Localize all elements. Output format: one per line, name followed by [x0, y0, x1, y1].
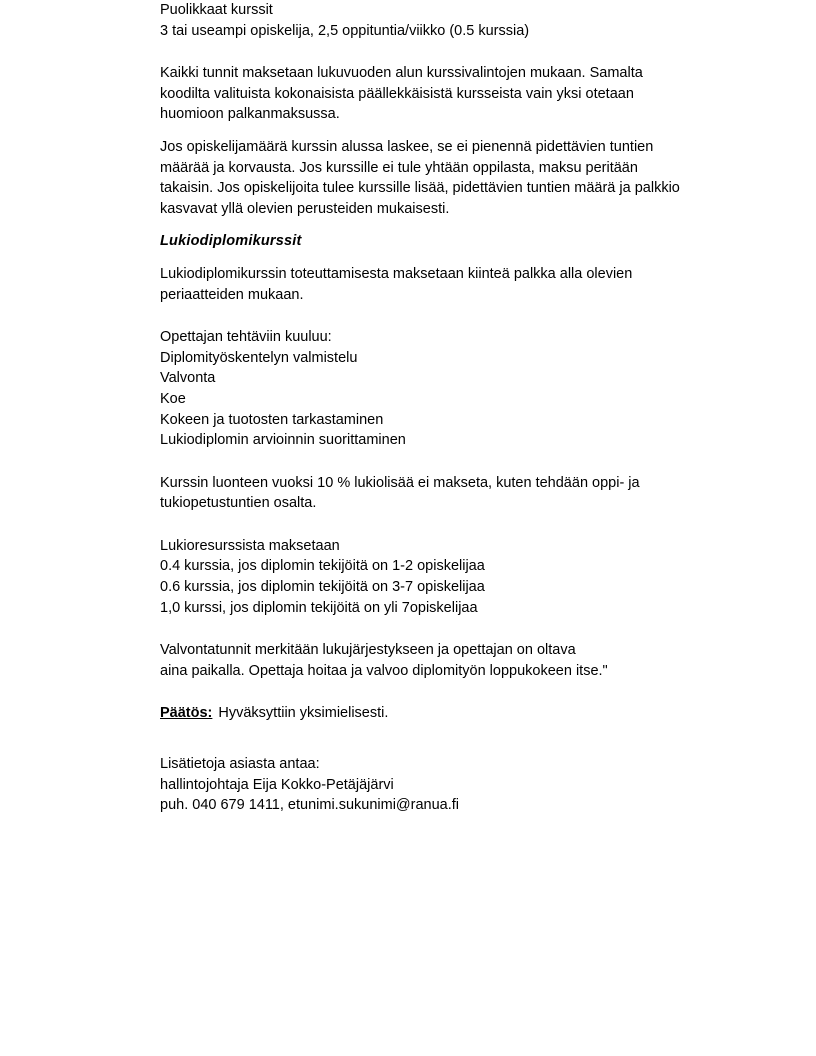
spacer	[160, 451, 750, 473]
paragraph-student-count-change	[160, 137, 750, 219]
list-item: Valvonta	[160, 370, 216, 387]
spacer	[160, 618, 750, 640]
spacer	[160, 681, 750, 703]
list-item: Koe	[160, 390, 186, 407]
paragraph-half-courses	[160, 0, 750, 41]
paragraph-diploma-intro	[160, 264, 750, 305]
text-line: Lisätietoja asiasta antaa:	[160, 756, 320, 773]
text-line: tukiopetustuntien osalta.	[160, 495, 317, 512]
document-body	[160, 0, 750, 816]
text-line: Jos opiskelijamäärä kurssin alussa laskee, se ei pienennä pidettävien tuntien	[160, 138, 654, 155]
text-line: Opettajan tehtäviin kuuluu:	[160, 329, 332, 346]
section-heading-diploma-courses: Lukiodiplomikurssit	[160, 233, 302, 250]
text-line: hallintojohtaja Eija Kokko-Petäjäjärvi	[160, 776, 394, 793]
text-line: Lukiodiplomikurssin toteuttamisesta maksetaan kiinteä palkka alla olevien	[160, 265, 633, 282]
spacer	[160, 41, 750, 63]
list-item: Diplomityöskentelyn valmistelu	[160, 349, 358, 366]
text-line: määrää ja korvausta. Jos kurssille ei tule yhtään oppilasta, maksu peritään	[160, 159, 638, 176]
text-line: aina paikalla. Opettaja hoitaa ja valvoo diplomityön loppukokeen itse."	[160, 662, 608, 679]
list-item: Kokeen ja tuotosten tarkastaminen	[160, 411, 384, 428]
paragraph-payment-terms	[160, 63, 750, 125]
text-line: kasvavat yllä olevien perusteiden mukaisesti.	[160, 200, 450, 217]
text-line: koodilta valituista kokonaisista päällekkäisistä kursseista vain yksi otetaan	[160, 85, 634, 102]
text-line: Valvontatunnit merkitään lukujärjestykseen ja opettajan on oltava	[160, 642, 576, 659]
text-line: periaatteiden mukaan.	[160, 286, 304, 303]
paragraph-no-bonus	[160, 473, 750, 514]
paragraph-contact	[160, 754, 750, 816]
spacer	[160, 219, 750, 231]
spacer	[160, 252, 750, 264]
list-item: 1,0 kurssi, jos diplomin tekijöitä on yli 7opiskelijaa	[160, 599, 478, 616]
spacer	[160, 514, 750, 536]
list-item: 0.6 kurssia, jos diplomin tekijöitä on 3-7 opiskelijaa	[160, 579, 485, 596]
decision-text: Hyväksyttiin yksimielisesti.	[218, 705, 389, 722]
text-line: Kaikki tunnit maksetaan lukuvuoden alun kurssivalintojen mukaan. Samalta	[160, 65, 643, 82]
text-line: Kurssin luonteen vuoksi 10 % lukiolisää ei makseta, kuten tehdään oppi- ja	[160, 474, 640, 491]
text-line: takaisin. Jos opiskelijoita tulee kurssille lisää, pidettävien tuntien määrä ja palkkio	[160, 180, 680, 197]
text-line: puh. 040 679 1411, etunimi.sukunimi@ranua.fi	[160, 797, 459, 814]
list-item: 0.4 kurssia, jos diplomin tekijöitä on 1-2 opiskelijaa	[160, 558, 485, 575]
text-line: huomioon palkanmaksussa.	[160, 106, 340, 123]
decision-row	[160, 703, 750, 724]
paragraph-supervision	[160, 640, 750, 681]
spacer	[160, 305, 750, 327]
list-item: Lukiodiplomin arvioinnin suorittaminen	[160, 432, 406, 449]
spacer	[160, 724, 750, 754]
spacer	[160, 125, 750, 137]
text-line: 3 tai useampi opiskelija, 2,5 oppituntia/viikko (0.5 kurssia)	[160, 22, 530, 39]
text-line: Lukioresurssista maksetaan	[160, 537, 340, 554]
list-resources	[160, 536, 750, 618]
list-teacher-duties	[160, 327, 750, 451]
text-line: Puolikkaat kurssit	[160, 2, 273, 18]
decision-label: Päätös:	[160, 705, 213, 722]
